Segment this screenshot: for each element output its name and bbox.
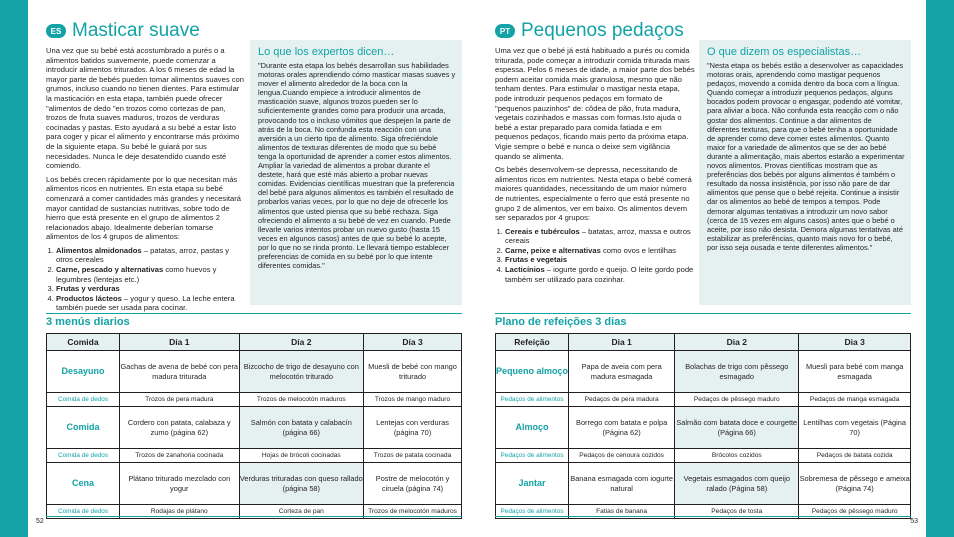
divider [46,313,462,314]
table-cell: Hojas de brócoli cocinadas [239,449,364,463]
food-group-item [56,284,246,294]
table-cell: Trozos de melocotón maduros [364,505,462,519]
table-cell: Bolachas de trigo com pêssego esmagado [675,351,799,393]
finger-food-row [47,393,462,407]
food-group-detail: como ovos e lentilhas [600,245,676,255]
table-cell: Plátano triturado mezclado con yogur [120,463,240,505]
page-right [477,0,926,537]
table-cell: Verduras trituradas con queso rallado (página 58) [239,463,364,505]
menus-title: Plano de refeições 3 dias [495,316,627,328]
food-group-item [505,255,695,265]
page-title: Masticar suave [72,20,200,41]
expert-text: "Nesta etapa os bebés estão a desenvolver as capacidades motoras orais, aprendendo como mastigar pequenos pedaços, movendo a comida dentro da boca com a língua. Quando começar a introduzir pequenos pedaços, alguns bocados podem provocar o engasgar, podendo até vomitar, para aliviar a boca. Não confunda esta reacção com o não gostar dos alimentos. Continue a dar alimentos de diferentes texturas, para que o bebé tenha a oportunidade de aprender como deve comer estes alimentos. Quanto maior for a variedade de alimentos que se der ao bebé durante a alimentação, mais abertos estarão a experimentar novos alimentos. Provas científicas mostram que as preferências dos bebés por alguns alimentos é também o resultado da nossa insistência, por isso não pare de dar alimentos que pense que o bebé rejeita. Continue a insistir dar os alimentos ao bebé de tempos a tempos. Pode demorar algumas tentativas a introduzir um novo sabor (cerca de 15 vezes em alguns casos) antes que o bebé o aceite, por isso não desista. Demora algumas tentativas até estabilizar as preferências, quanto mais novo for o bebé, por isso seja ousada e tente diferentes alimentos." [707,61,905,252]
paragraph-2: Los bebés crecen rápidamente por lo que necesitan más alimentos ricos en nutrientes. En esta etapa su bebé comenzará a comer cantidades más grandes y necesitará mayor cantidad de sustancias nutritivas, sobre todo de hierro que está presente en el grupo de alimentos 2 relacionados abajo. Idealmente deberían tomarse alimentos de los 4 grupos de alimentos: [46,174,242,242]
finger-food-label: Comida de dedos [47,505,120,519]
finger-food-label: Comida de dedos [47,393,120,407]
column-header: Día 2 [239,334,364,351]
page-number: 53 [910,518,918,525]
table-cell: Sobremesa de pêssego e ameixa (Página 74) [799,463,911,505]
table-cell: Fatias de banana [569,505,675,519]
food-group-detail: – batatas, arroz, massa e outros cereais [505,226,691,246]
finger-food-label: Comida de dedos [47,449,120,463]
right-edge-band [926,0,954,537]
finger-food-row [496,393,911,407]
body-text [46,46,246,313]
column-header: Dia 2 [675,334,799,351]
divider [495,313,911,314]
table-cell: Trozos de patata cocinada [364,449,462,463]
table-cell: Banana esmagada com iogurte natural [569,463,675,505]
food-group-name: Alimentos almidonados [56,245,142,255]
expert-box [699,40,911,305]
food-group-name: Lacticínios [505,265,545,275]
menu-table [46,333,462,519]
title-row [46,20,200,42]
food-group-item [56,294,246,313]
column-header: Comida [47,334,120,351]
food-group-item [505,265,695,284]
table-cell: Pedaços de manga esmagada [799,393,911,407]
meal-name: Comida [47,407,120,449]
table-row [47,463,462,505]
column-header: Dia 3 [799,334,911,351]
food-group-name: Frutas e vegetais [505,255,568,265]
title-row [495,20,684,42]
table-cell: Cordero con patata, calabaza y zumo (página 62) [120,407,240,449]
paragraph-2: Os bebés desenvolvem-se depressa, necessitando de alimentos ricos em nutrientes. Nesta etapa o bebé comerá maiores quantidades, necessitando de um maior número de nutrientes, especialmente o ferro que está presente no grupo 2 de alimentos, ver em baixo. Os alimentos devem ser separados por 4 grupos: [495,165,692,223]
finger-food-row [496,449,911,463]
food-group-list [505,227,695,285]
table-cell: Pedaços de cenoura cozidos [569,449,675,463]
bottom-divider [46,516,462,517]
food-group-name: Productos lácteos [56,293,122,303]
table-cell: Lentejas con verduras (página 70) [364,407,462,449]
table-cell: Pedaços de batata cozida [799,449,911,463]
table-cell: Brócolos cozidos [675,449,799,463]
food-group-name: Carne, peixe e alternativas [505,245,601,255]
expert-title: O que dizem os especialistas… [707,46,862,58]
finger-food-label: Pedaços de alimentos [496,393,569,407]
table-cell: Salmão com batata doce e courgette (Página 66) [675,407,799,449]
table-row [496,407,911,449]
paragraph-1: Una vez que su bebé está acostumbrado a purés o a alimentos batidos suavemente, puede comenzar a introducir alimentos triturados. A los 6 meses de edad la mayor parte de bebés pueden tomar alimentos suaves con grumos, incluso cuando no tienen dientes. Para estimular la masticación en esta etapa, también puede ofrecer "alimentos de dedo "en trozos como cortezas de pan, trozos de fruta suaves maduros, trozos de verduras cocinadas y pastas. Esto ayudará a su bebé a estar listo para coger y picar el alimento y encontrarse más próximo de la siguiente etapa. Su bebé le guiará por sus necesidades. Nunca le deje desatendido cuando esté comiendo. [46,46,244,171]
food-group-name: Cereais e tubérculos [505,226,580,236]
food-group-detail: – yogur y queso. La leche entera también puede ser usada para cocinar. [56,293,235,313]
table-cell: Pedaços de pêssego maduro [675,393,799,407]
table-row [47,407,462,449]
page-number: 52 [36,518,44,525]
left-edge-band [0,0,28,537]
paragraph-1: Uma vez que o bebé já está habituado a purés ou comida triturada, pode começar a introduzir comida triturada mais espessa. Pelos 6 meses de idade, a maior parte dos bebés podem aceitar comida mais granulosa, mesmo que não tenham dentes. Para estimular o mastigar nesta etapa, pode introduzir pequenos pedaços em formato de "pequenos pauzinhos" de: côdea de pão, fruta madura, vegetais cozinhados e massas com formas.Isto ajuda o bebé a estar preparado para comida fatiada e em pequenos pedaços, ficando mais perto da próxima etapa. Vigie sempre o bebé e nunca o deixe sem vigilância quando se alimenta. [495,46,695,161]
food-group-detail: como huevos y legumbres (lentejas etc.) [56,265,217,284]
table-row [496,463,911,505]
table-cell: Vegetais esmagados com queijo ralado (Página 58) [675,463,799,505]
food-group-item [56,246,246,265]
table-cell: Postre de melocotón y ciruela (página 74) [364,463,462,505]
column-header: Día 3 [364,334,462,351]
food-group-detail: – iogurte gordo e queijo. O leite gordo pode também ser utilizado para cozinhar. [505,265,694,284]
table-cell: Pedaços de pera madura [569,393,675,407]
table-cell: Muesli para bebé com manga esmagada [799,351,911,393]
table-cell: Muesli de bebé con mango triturado [364,351,462,393]
food-group-name: Carne, pescado y alternativas [56,265,164,275]
table-header-row [496,334,911,351]
food-group-name: Frutas y verduras [56,284,120,294]
table-header-row [47,334,462,351]
food-group-item [56,265,246,284]
food-group-detail: – patatas, arroz, pastas y otros cereales [56,245,230,265]
table-cell: Lentilhas com vegetais (Página 70) [799,407,911,449]
food-group-list [56,246,246,313]
table-cell: Salmón con batata y calabacín (página 66) [239,407,364,449]
expert-box [250,40,462,305]
body-text [495,46,695,284]
meal-name: Jantar [496,463,569,505]
table-cell: Bizcocho de trigo de desayuno con melocotón triturado [239,351,364,393]
table-cell: Gachas de avena de bebé con pera madura triturada [120,351,240,393]
finger-food-row [47,449,462,463]
expert-text: "Durante esta etapa los bebés desarrollan sus habilidades motoras orales aprendiendo cómo masticar masas suaves y mover el alimento alrededor de la boca con la lengua.Cuando empiece a introducir alimentos de masticación suave, algunos trozos pueden ser lo suficientemente grandes como para producir una arcada, provocando tos o incluso vómitos que despejen la parte de atrás de la boca. No confunda esta reacción con una aversión a un cierto tipo de alimento. Siga ofreciéndole alimentos de texturas diferentes de modo que su bebé tenga la oportunidad de aprender a comer estos alimentos. Ampliar la variedad de alimentos a probar durante el destete, hará que esté más abierto a probar nuevas comidas. Evidencias científicas muestran que la preferencia del bebé para algunos alimentos es también el resultado de probarlos varias veces, por lo que no deje de ofrecerle los alimentos que usted piensa que su bebé rechaza. Siga ofreciendo el alimento a su bebé de vez en cuando. Puede llevarle varios intentos probar un nuevo gusto (hasta 15 veces en algunos casos) antes de que su bebé lo acepte, por lo que no se rinda pronto. Le llevará tiempo establecer preferencias de comida en su bebé por lo que intente diferentes comidas." [258,61,456,271]
page-title: Pequenos pedaços [521,20,684,41]
table-cell: Trozos de mango maduro [364,393,462,407]
meal-name: Desayuno [47,351,120,393]
table-cell: Corteza de pan [239,505,364,519]
table-cell: Pedaços de tosta [675,505,799,519]
bottom-divider [495,516,911,517]
meal-name: Almoço [496,407,569,449]
table-cell: Rodajas de plátano [120,505,240,519]
page-left [28,0,477,537]
meal-name: Cena [47,463,120,505]
language-badge: ES [46,24,66,38]
table-cell: Trozos de pera madura [120,393,240,407]
table-cell: Borrego com batata e polpa (Página 62) [569,407,675,449]
table-cell: Papa de aveia com pera madura esmagada [569,351,675,393]
food-group-item [505,227,695,246]
expert-title: Lo que los expertos dicen… [258,46,395,58]
finger-food-label: Pedaços de alimentos [496,505,569,519]
menu-table [495,333,911,519]
language-badge: PT [495,24,515,38]
menus-title: 3 menús diarios [46,316,130,328]
table-row [496,351,911,393]
column-header: Dia 1 [569,334,675,351]
meal-name: Pequeno almoço [496,351,569,393]
table-cell: Pedaços de pêssego maduro [799,505,911,519]
column-header: Día 1 [120,334,240,351]
column-header: Refeição [496,334,569,351]
table-cell: Trozos de zanahoria cocinada [120,449,240,463]
table-row [47,351,462,393]
finger-food-label: Pedaços de alimentos [496,449,569,463]
table-cell: Trozos de melocotón maduros [239,393,364,407]
food-group-item [505,246,695,256]
